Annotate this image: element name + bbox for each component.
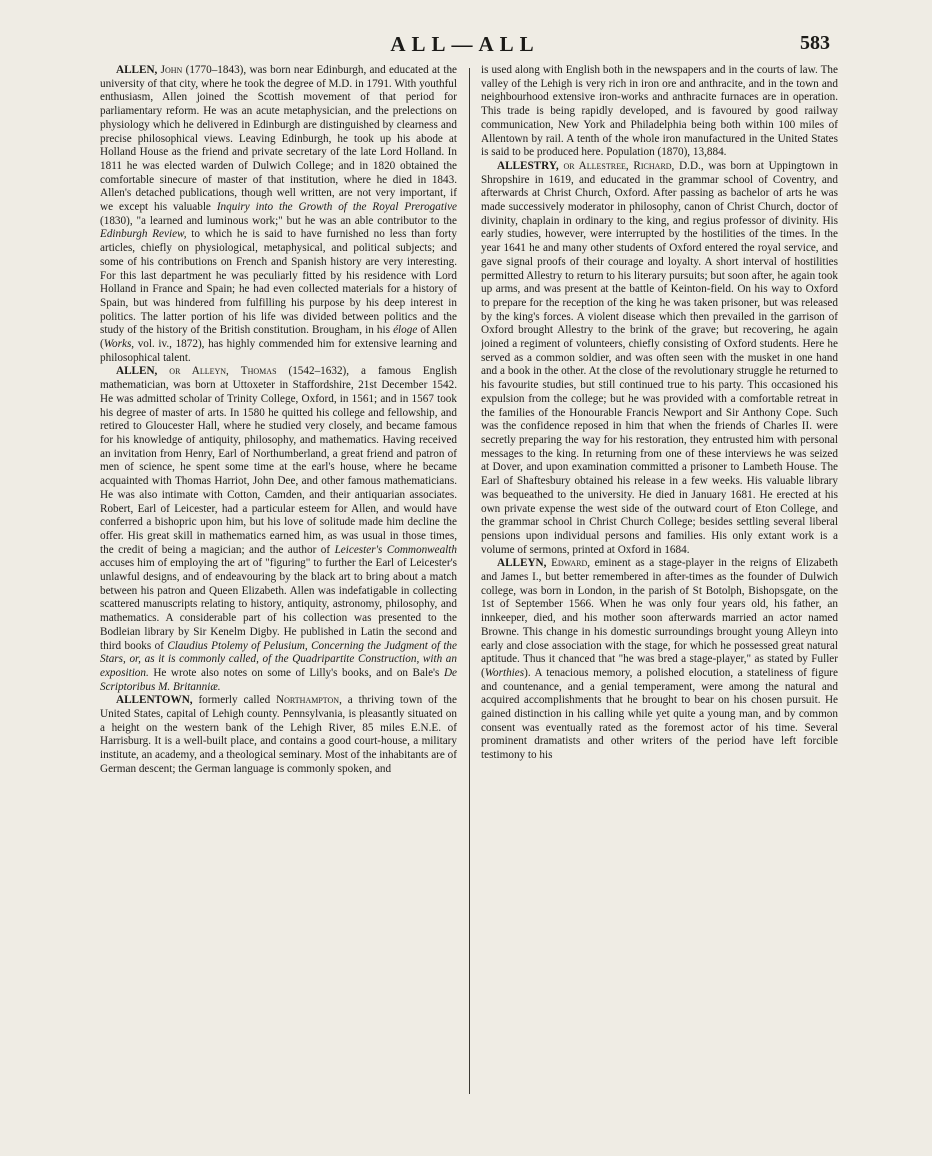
entry-text: accuses him of employing the art of "figuring" to further the Earl of Leicester's unlawful designs, and of endeavouring by the black art to bring about a match between his patron and Queen Elizabeth. Allen was indefatigable in collecting scattered manuscripts relating to history, antiquity, astronomy, philosophy, and mathematics. A considerable part of his collection was presented to the Bodleian library by Sir Kenelm Digby. He published in Latin the second and third books of [100, 557, 457, 652]
entry-text: He wrote also notes on some of Lilly's books, and on Bale's [153, 666, 440, 679]
entry-alleyn [481, 557, 838, 763]
headword: ALLEN, [116, 64, 158, 76]
page-number: 583 [800, 32, 830, 54]
work-title: Worthies [484, 666, 525, 679]
entry-allen-john [100, 64, 457, 365]
entry-text: was born at Uppingtown in Shropshire in 1619, and educated in the grammar school of Coventry, and afterwards at Christ Church, Oxford. After passing as bachelor of arts he was made successively moderator in philosophy, canon of Christ Church, doctor of divinity, chaplain in ordinary to the king, and regius professor of divinity. His early studies, however, were interrupted by the hostilities of the times. In the year 1641 he and many other students of Oxford entered the royal service, and gave signal proofs of their courage and loyalty. A short interval of hostilities permitted Allestry to return to his literary pursuits; but soon after, he again took up arms, and was present at the battle of Keinton-field. On his way to Oxford to prepare for the reception of the king he was taken prisoner, but was released by the king's forces. A violent disease which then prevailed in the garrison of Oxford brought Allestry to the brink of the grave; but recovering, he again joined a regiment of volunteers, chiefly consisting of Oxford students. Here he served as a common soldier, and was often seen with the musket in one hand and a book in the other. At the close of the revolutionary struggle he returned to his favourite studies, but still continued true to his party. This occasioned his expulsion from the college; but he was provided with a comfortable retreat in the families of the Honourable Francis Newport and Sir Anthony Cope. Such was the confidence reposed in him that when the friends of Charles II. were secretly preparing the way for his restoration, they entrusted him with personal messages to the king. In returning from one of these interviews he was seized at Dover, and upon examination committed a prisoner to Lambeth House. The Earl of Shaftesbury obtained his release in a few weeks. His valuable library was bequeathed to the university. He died in January 1681. He erected at his own private expense the west side of the outward court of Eton College, and the grammar school in Christ Church College; besides settling several liberal pensions upon individual persons and families. His only extant work is a volume of sermons, printed at Oxford in 1684. [481, 159, 838, 556]
work-title: Leicester's Commonwealth [334, 543, 457, 556]
entry-text: eminent as a stage-player in the reigns of Elizabeth and James I., but better remembered in after-times as the founder of Dulwich college, was born in London, in the parish of St Botolph, Bishopsgate, on the 1st of September 1566. When he was only four years old, his father, an innkeeper, died, and his mother soon afterwards married an actor named Browne. This change in his domestic surroundings brought young Alleyn into early and close association with the stage, for which he possessed great natural aptitude. Thus it chanced that "he was bred a stage-player," as stated by Fuller ( [481, 557, 838, 679]
entry-allen-thomas [100, 365, 457, 694]
headword: ALLESTRY, [497, 159, 559, 172]
work-title: De Scriptoribus M. Britanniæ. [100, 666, 457, 693]
entry-text: (1770–1843), was born near Edinburgh, and educated at the university of that city, where he took the degree of M.D. in 1791. With youthful enthusiasm, Allen joined the Scottish movement of that period for parliamentary reform. He was an acute metaphysician, and the prelections on physiology which he delivered in Edinburgh are distinguished by clearness and precise philosophical views. Leaving Edinburgh, he took up his abode at Holland House as the friend and private secretary of the late Lord Holland. In 1811 he was elected warden of Dulwich College; and in 1820 obtained the comfortable sinecure of master of that institution, where he died in 1843. Allen's detached publications, though well written, are not very important, if we except his valuable [100, 64, 457, 214]
page-header [100, 32, 830, 58]
given-name: Thomas [240, 365, 277, 378]
alt-name: or Alleyn, [169, 365, 229, 378]
entry-text: ). A tenacious memory, a polished elocution, a stateliness of figure and countenance, and a genial temperament, were among the natural and acquired accomplishments that he brought to bear on his chosen pursuit. He gained distinction in his calling while yet quite a young man, and by common consent was eventually rated as the foremost actor of his time. Several prominent dramatists and other writers of the period have left forcible testimony to his [481, 666, 838, 762]
work-title: éloge [393, 324, 418, 337]
given-name: Richard, D.D., [633, 159, 704, 172]
entry-text: formerly called [198, 694, 271, 707]
running-head: ALL—ALL [390, 32, 540, 56]
alt-name: or Allestree, [563, 159, 629, 172]
entry-allestry [481, 160, 838, 557]
column-rule [469, 68, 470, 1094]
entry-text: (1542–1632), a famous English mathematician, was born at Uttoxeter in Staffordshire, 21st December 1542. He was admitted scholar of Trinity College, Oxford, in 1561; and in 1567 took his degree of master of arts. In 1580 he quitted his college and fellowship, and retired to Gloucester Hall, where he studied very closely, and became famous for his knowledge of antiquity, philosophy, and mathematics. Having received an invitation from Henry, Earl of Northumberland, a great friend and patron of men of science, he spent some time at the earl's house, where he became acquainted with Thomas Harriot, John Dee, and other famous mathematicians. He was also intimate with Cotton, Camden, and their antiquarian associates. Robert, Earl of Leicester, had a particular esteem for Allen, and would have conferred a bishopric upon him, but his love of solitude made him decline the offer. His great skill in mathematics earned him, as was usual in those times, the credit of being a magician; and the author of [100, 365, 457, 556]
entry-text: (1830), "a learned and luminous work;" but he was an able contributor to the [100, 214, 457, 227]
entry-allentown-continued: is used along with English both in the newspapers and in the courts of law. The valley of the Lehigh is very rich in iron ore and anthracite, and in the town and neighbourhood extensive iron-works and anthracite furnaces are in operation. This trade is being rapidly developed, and is favoured by good railway communication, New York and Philadelphia being both within 100 miles of Allentown by rail. A tenth of the whole iron manufactured in the United States is said to be produced here. Population (1870), 13,884. [481, 64, 838, 159]
headword: ALLEYN, [497, 557, 547, 570]
headword: ALLENTOWN, [116, 694, 193, 707]
former-name: Northampton, [276, 694, 342, 707]
work-title: Edinburgh Review, [100, 228, 187, 241]
headword: ALLEN, [116, 365, 158, 378]
entry-allentown [100, 694, 457, 776]
left-column [100, 64, 457, 1124]
work-title: Works, [103, 338, 135, 351]
entry-text: vol. iv., 1872), has highly commended him for extensive learning and philosophical talent. [100, 338, 457, 364]
entry-text: of Allen ( [100, 324, 457, 351]
entry-text: to which he is said to have furnished no less than forty articles, chiefly on physiological, metaphysical, and political subjects; and some of his contributions on French and Spanish history are very interesting. For this last department he was peculiarly fitted by his residence with Lord Holland in France and Spain; he had even collected materials for a history of Spain, but was hindered from fulfilling his purpose by his deep interest in politics. The latter portion of his life was divided between politics and the study of the history of the British constitution. Brougham, in his [100, 228, 457, 337]
work-title: Claudius Ptolemy of Pelusium, Concerning the Judgment of the Stars, or, as it is commonly called, of the Quadripartite Construction, with an exposition. [100, 639, 457, 679]
text-columns [100, 64, 838, 1124]
right-column [481, 64, 838, 1124]
entry-text: a thriving town of the United States, capital of Lehigh county. Pennsylvania, is pleasantly situated on a height on the western bank of the Lehigh River, 85 miles E.N.E. of Harrisburg. It is a well-built place, and contains a good court-house, a military institute, an academy, and a theological seminary. Most of the inhabitants are of German descent; the German language is commonly spoken, and [100, 694, 457, 775]
given-name: Edward, [551, 557, 591, 570]
work-title: Inquiry into the Growth of the Royal Prerogative [216, 201, 457, 214]
given-name: John [160, 64, 183, 76]
